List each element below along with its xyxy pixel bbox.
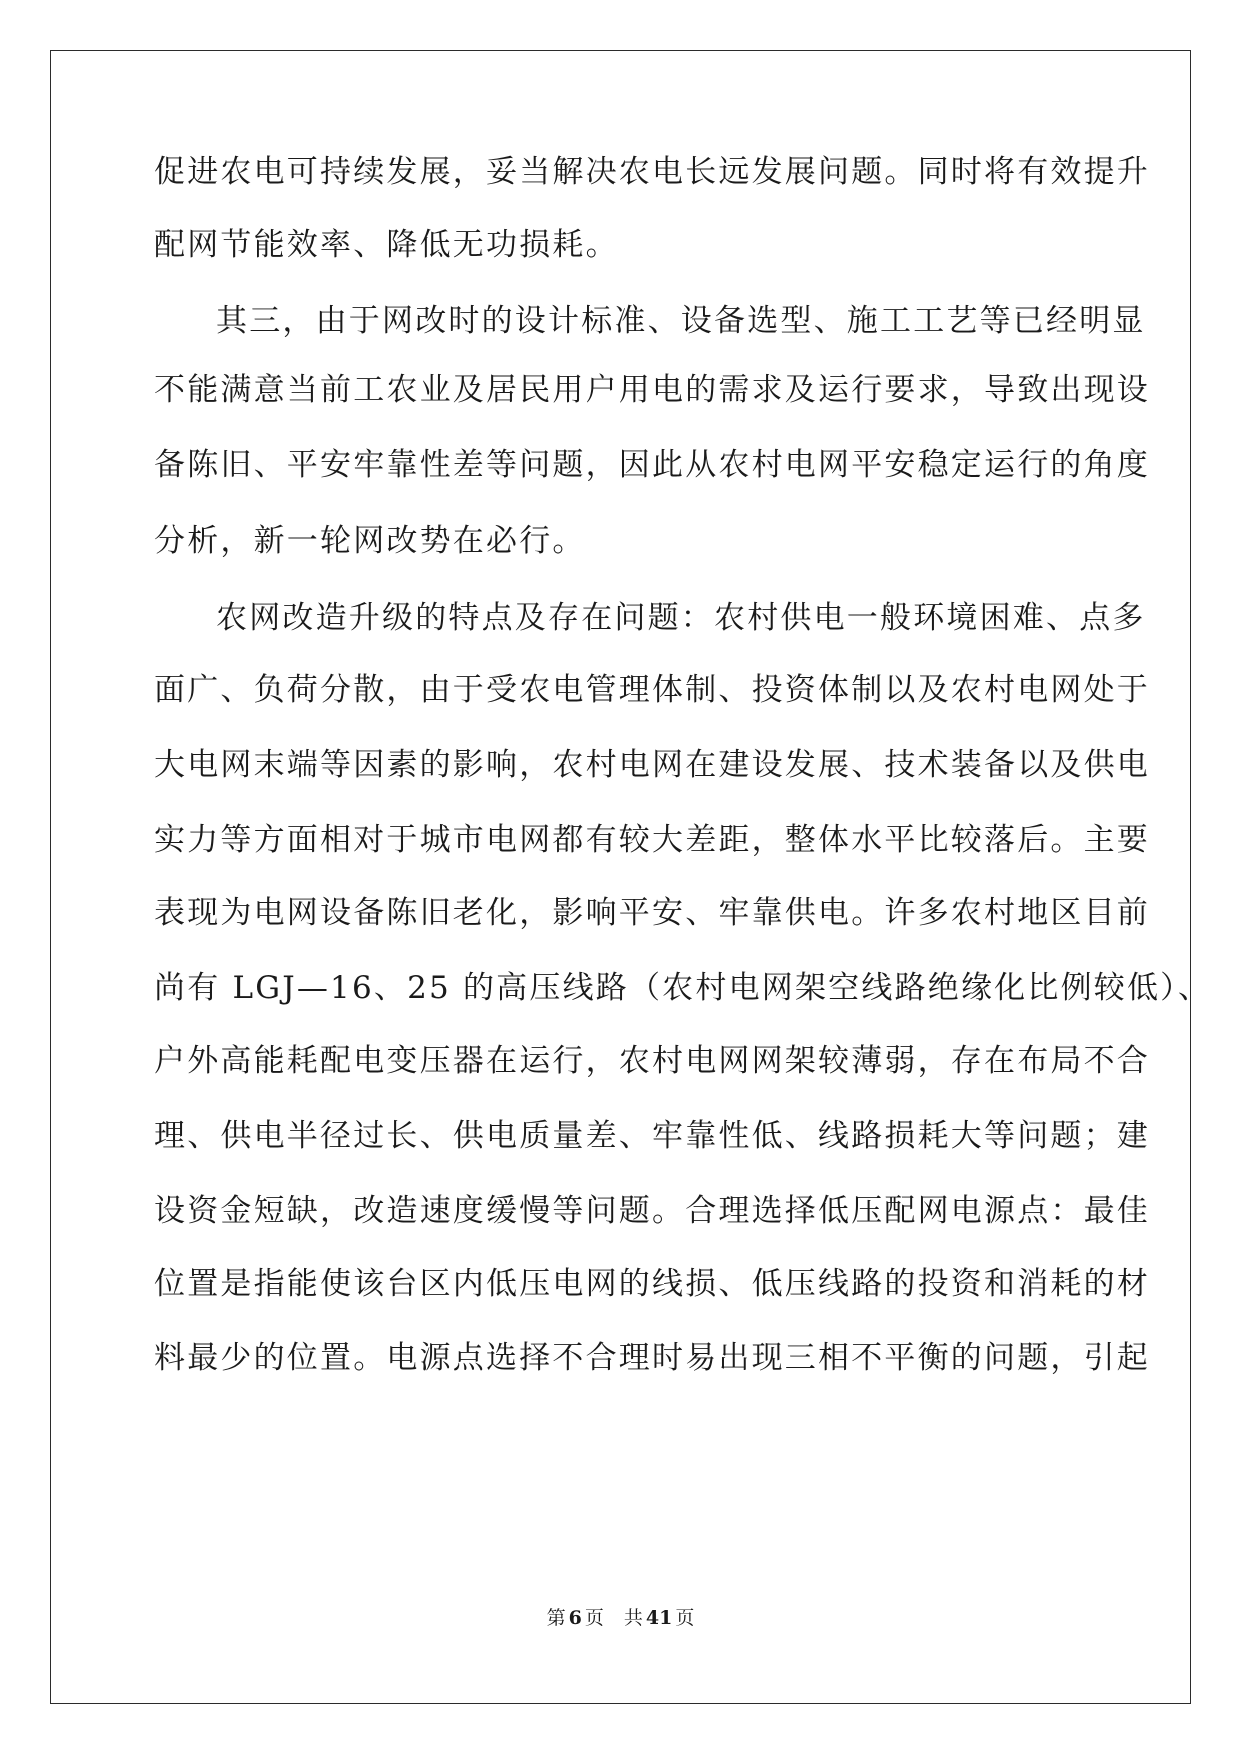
total-prefix: 共 (623, 1607, 643, 1629)
text-line: 理、供电半径过长、供电质量差、牢靠性低、线路损耗大等问题；建 (154, 1118, 1150, 1154)
text-line: 大电网末端等因素的影响，农村电网在建设发展、技术装备以及供电 (154, 747, 1150, 783)
paragraph-start-line: 农网改造升级的特点及存在问题：农村供电一般环境困难、点多 (216, 600, 1146, 636)
text-line: 实力等方面相对于城市电网都有较大差距，整体水平比较落后。主要 (154, 822, 1150, 858)
page-number: 6 (568, 1607, 582, 1629)
text-line: 尚有 LGJ—16、25 的高压线路（农村电网架空线路绝缘化比例较低）、 (154, 970, 1212, 1006)
total-pages: 41 (645, 1607, 673, 1629)
page-unit: 页 (584, 1607, 604, 1629)
page-footer (0, 1606, 1241, 1630)
paragraph-start-line: 其三，由于网改时的设计标准、设备选型、施工工艺等已经明显 (216, 303, 1146, 339)
text-line: 表现为电网设备陈旧老化，影响平安、牢靠供电。许多农村地区目前 (154, 895, 1150, 931)
text-line: 备陈旧、平安牢靠性差等问题，因此从农村电网平安稳定运行的角度 (154, 447, 1150, 483)
total-unit: 页 (675, 1607, 695, 1629)
text-line: 户外高能耗配电变压器在运行，农村电网网架较薄弱，存在布局不合 (154, 1043, 1150, 1079)
text-line: 促进农电可持续发展，妥当解决农电长远发展问题。同时将有效提升 (154, 154, 1150, 190)
page-border (50, 50, 1191, 1704)
text-line: 分析，新一轮网改势在必行。 (154, 523, 586, 559)
text-line: 设资金短缺，改造速度缓慢等问题。合理选择低压配网电源点：最佳 (154, 1193, 1150, 1229)
text-line: 配网节能效率、降低无功损耗。 (154, 227, 619, 263)
text-line: 面广、负荷分散，由于受农电管理体制、投资体制以及农村电网处于 (154, 672, 1150, 708)
page-prefix: 第 (546, 1607, 566, 1629)
text-line: 料最少的位置。电源点选择不合理时易出现三相不平衡的问题，引起 (154, 1340, 1150, 1376)
text-line: 位置是指能使该台区内低压电网的线损、低压线路的投资和消耗的材 (154, 1266, 1150, 1302)
text-line: 不能满意当前工农业及居民用户用电的需求及运行要求，导致出现设 (154, 372, 1150, 408)
